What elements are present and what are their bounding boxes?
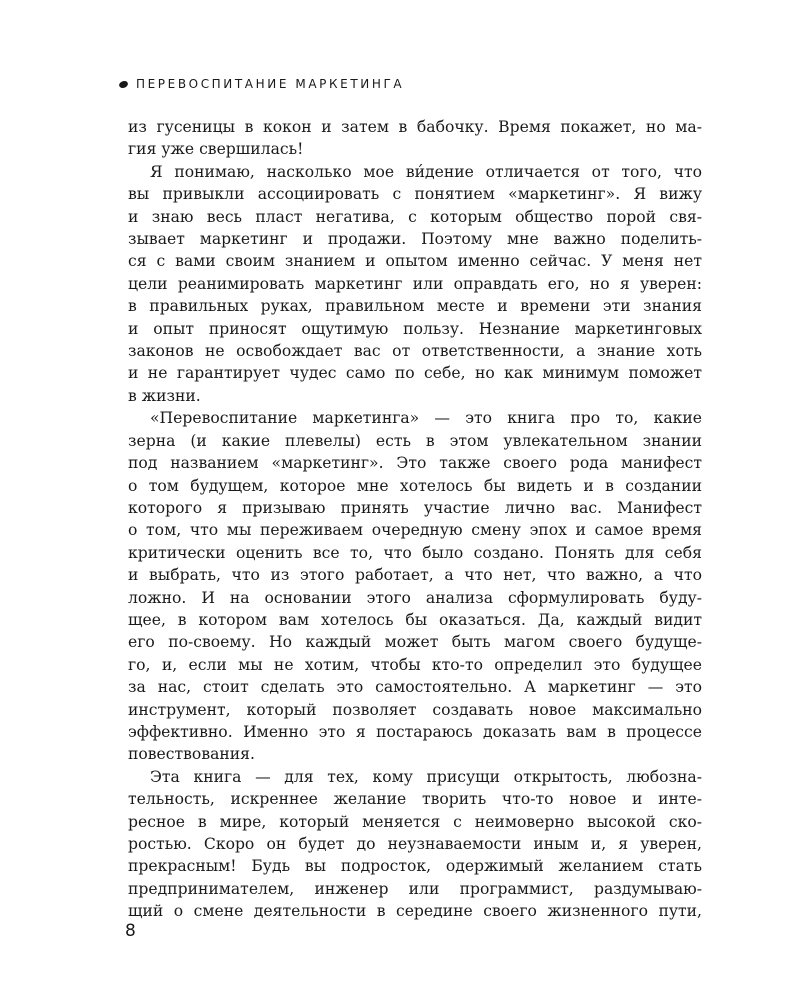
running-head — [119, 74, 404, 94]
text-line: о том будущем, которое мне хотелось бы видеть и в создании — [128, 476, 702, 495]
text-line: ся с вами своим знанием и опытом именно сейчас. У меня нет — [128, 252, 702, 271]
text-line: под названием «маркетинг». Это также своего рода манифест — [128, 454, 702, 473]
text-line: и не гарантирует чудес само по себе, но как минимум поможет — [128, 364, 702, 383]
text-line: гия уже свершилась! — [128, 140, 304, 159]
text-line: критически оценить все то, что было создано. Понять для себя — [128, 543, 702, 562]
text-line: тельность, искреннее желание творить что-то новое и инте- — [128, 790, 702, 809]
text-line: ресное в мире, который меняется с неимоверно высокой ско- — [128, 812, 702, 831]
text-line: щее, в котором вам хотелось бы оказаться. Да, каждый видит — [128, 610, 702, 629]
text-line: ложно. И на основании этого анализа сформулировать буду- — [128, 588, 702, 607]
text-line: ростью. Скоро он будет до неузнаваемости иным и, я уверен, — [128, 835, 702, 853]
text-line: о том, что мы переживаем очередную смену эпох и самое время — [128, 521, 702, 540]
text-line: его по-своему. Но каждый может быть магом своего будуще- — [128, 633, 702, 652]
text-line: Эта книга — для тех, кому присущи открытость, любознa- — [150, 767, 702, 786]
body-text — [128, 116, 702, 923]
text-line: и опыт приносят ощутимую пользу. Незнание маркетинговых — [128, 319, 702, 338]
text-line: инструмент, который позволяет создавать новое максимально — [128, 700, 702, 719]
text-line: цели реанимировать маркетинг или оправдать его, но я уверен: — [128, 274, 702, 293]
text-line: в правильных руках, правильном месте и времени эти знания — [128, 297, 702, 316]
text-line: которого я призываю принять участие лично вас. Манифест — [128, 498, 702, 517]
text-line: повествования. — [128, 745, 255, 764]
text-line: предпринимателем, инженер или программист, раздумываю- — [128, 879, 702, 898]
bullet-icon — [118, 79, 129, 88]
text-line: и знаю весь пласт негатива, с которым общество порой свя- — [128, 207, 702, 226]
running-head-title: ПЕРЕВОСПИТАНИЕ МАРКЕТИНГА — [136, 77, 405, 91]
text-line: в жизни. — [128, 386, 201, 405]
text-line: вы привыкли ассоциировать с понятием «маркетинг». Я вижу — [128, 185, 702, 204]
text-line: зывает маркетинг и продажи. Поэтому мне важно поделить- — [128, 230, 702, 249]
text-line: законов не освобождает вас от ответственности, а знание хоть — [128, 342, 702, 361]
text-line: зерна (и какие плевелы) есть в этом увлекательном знании — [128, 431, 702, 450]
text-line: го, и, если мы не хотим, чтобы кто-то определил это будущее — [128, 655, 702, 674]
text-line: из гусеницы в кокон и затем в бабочку. Время покажет, но ма- — [128, 118, 702, 136]
text-line: «Перевоспитание маркетинга» — это книга про то, какие — [150, 409, 702, 428]
text-line: эффективно. Именно это я постараюсь доказать вам в процессе — [128, 722, 702, 741]
text-line: и выбрать, что из этого работает, а что нет, что важно, а что — [128, 566, 702, 585]
text-line: щий о смене деятельности в середине своего жизненного пути, — [128, 902, 702, 921]
page-number: 8 — [125, 921, 136, 941]
text-line: прекрасным! Будь вы подросток, одержимый желанием стать — [128, 857, 702, 876]
text-line: за нас, стоит сделать это самостоятельно. А маркетинг — это — [128, 678, 702, 697]
text-line: Я понимаю, насколько мое ви́дение отличается от того, что — [150, 162, 702, 181]
